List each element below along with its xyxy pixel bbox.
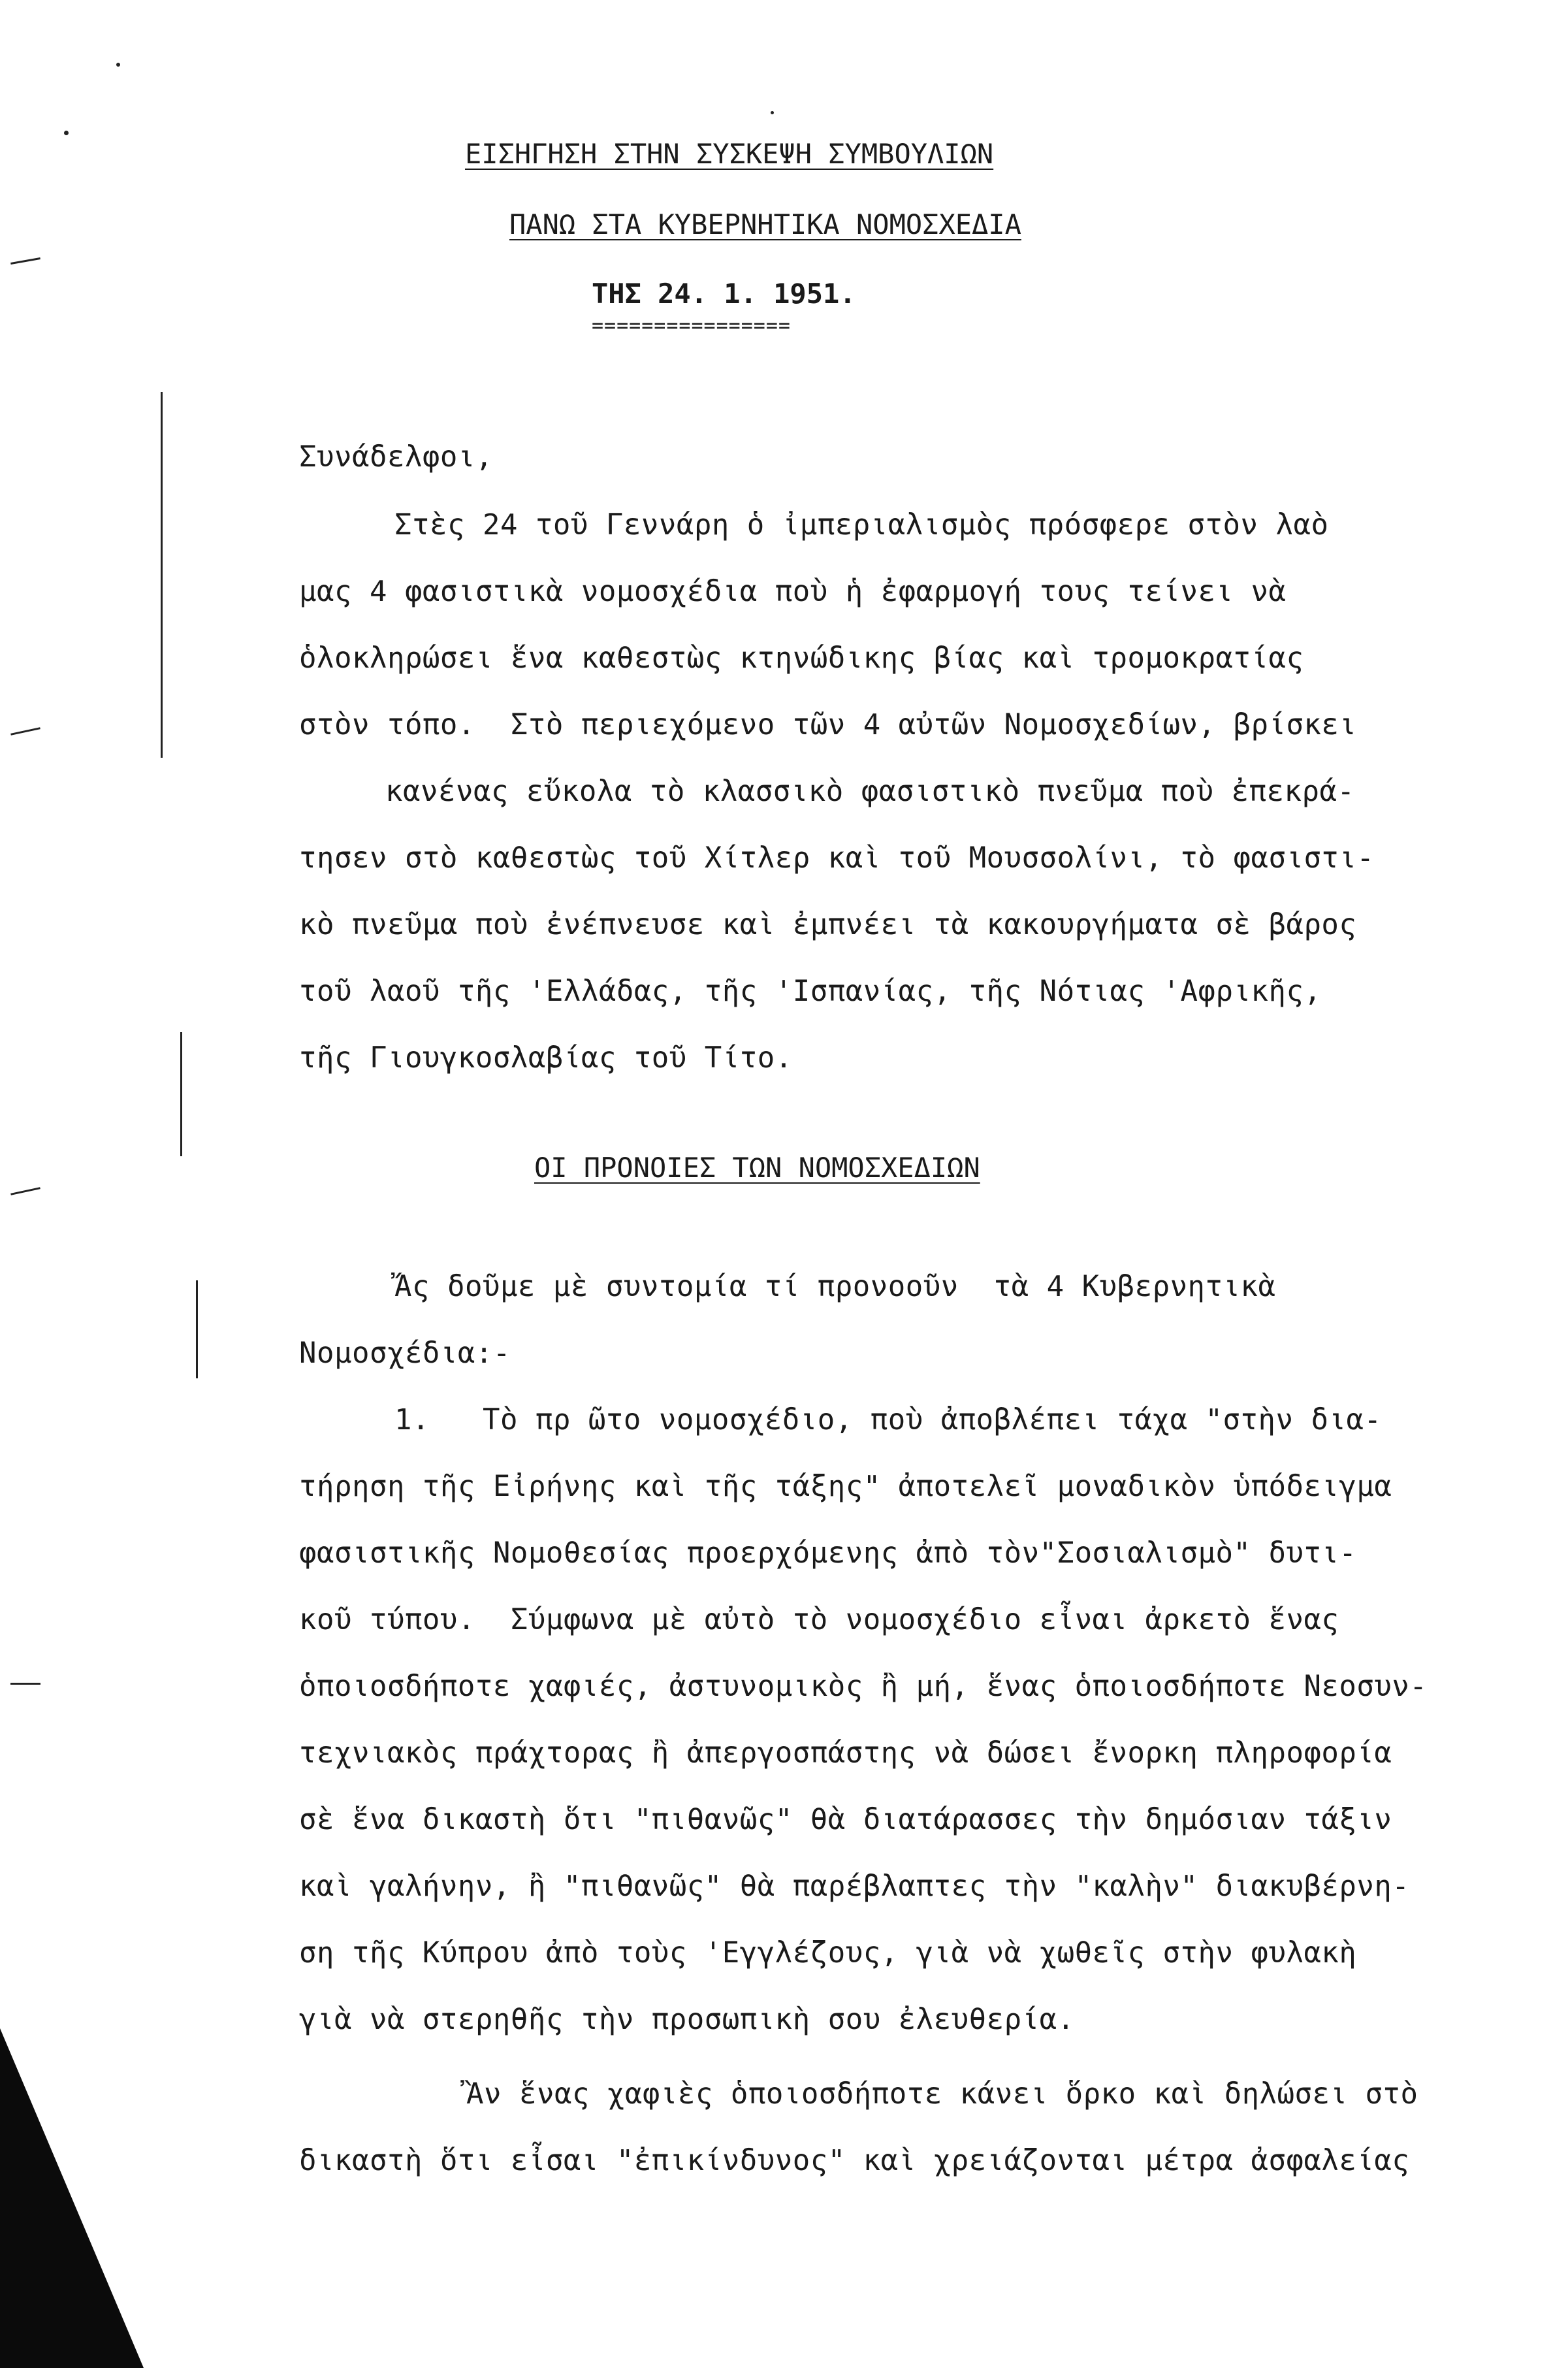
provisions-intro-line: Ἄς δοῦμε μὲ συντομία τί προνοοῦν τὰ 4 Κυβερνητικὰ (394, 1270, 1276, 1303)
item-1-line: σὲ ἕνα δικαστὴ ὅτι "πιθανῶς" θὰ διατάρασσες τὴν δημόσιαν τάξιν (299, 1803, 1392, 1836)
title-line-1: ΕΙΣΗΓΗΣΗ ΣΤΗΝ ΣΥΣΚΕΨΗ ΣΥΜΒΟΥΛΙΩΝ (465, 138, 994, 170)
margin-tick (10, 727, 40, 735)
intro-line: κανένας εὔκολα τὸ κλασσικὸ φασιστικὸ πνεῦμα ποὺ ἐπεκρά- (385, 775, 1355, 808)
intro-line: μας 4 φασιστικὰ νομοσχέδια ποὺ ἡ ἐφαρμογή τους τείνει νὰ (299, 575, 1287, 608)
speck (771, 111, 774, 114)
margin-bar (161, 392, 163, 758)
section-heading: ΟΙ ΠΡΟΝΟΙΕΣ ΤΩΝ ΝΟΜΟΣΧΕΔΙΩΝ (534, 1152, 980, 1184)
margin-tick (10, 257, 40, 265)
intro-line: ὁλοκληρώσει ἕνα καθεστὼς κτηνώδικης βίας καὶ τρομοκρατίας (299, 641, 1304, 675)
title-line-2: ΠΑΝΩ ΣΤΑ ΚΥΒΕΡΝΗΤΙΚΑ ΝΟΜΟΣΧΕΔΙΑ (509, 208, 1021, 240)
provisions-intro-line: Νομοσχέδια:- (299, 1337, 511, 1370)
speck (116, 63, 120, 67)
intro-line: τησεν στὸ καθεστὼς τοῦ Χίτλερ καὶ τοῦ Μουσσολίνι, τὸ φασιστι- (299, 841, 1375, 875)
margin-bar (180, 1032, 182, 1156)
intro-line: Στὲς 24 τοῦ Γεννάρη ὁ ἰμπεριαλισμὸς πρόσφερε στὸν λαὸ (394, 508, 1329, 542)
date-line: ΤΗΣ 24. 1. 1951. (592, 278, 856, 310)
item-1-line: τήρηση τῆς Εἰρήνης καὶ τῆς τάξης" ἀποτελεῖ μοναδικὸν ὑπόδειγμα (299, 1470, 1392, 1503)
item-1-line: καὶ γαλήνην, ἢ "πιθανῶς" θὰ παρέβλαπτες τὴν "καλὴν" διακυβέρνη- (299, 1870, 1410, 1903)
speck (64, 131, 69, 135)
item-1-line: γιὰ νὰ στερηθῆς τὴν προσωπικὴ σου ἐλευθερία. (299, 2003, 1075, 2036)
intro-line: στὸν τόπο. Στὸ περιεχόμενο τῶν 4 αὐτῶν Νομοσχεδίων, βρίσκει (299, 708, 1357, 741)
intro-line: τῆς Γιουγκοσλαβίας τοῦ Τίτο. (299, 1041, 793, 1075)
item-1-line: τεχνιακὸς πράχτορας ἢ ἀπεργοσπάστης νὰ δώσει ἔνορκη πληροφορία (299, 1736, 1392, 1770)
margin-tick (10, 1187, 40, 1195)
title-rule: ================ (592, 314, 791, 337)
intro-line: τοῦ λαοῦ τῆς 'Ελλάδας, τῆς 'Ισπανίας, τῆς Νότιας 'Αφρικῆς, (299, 975, 1322, 1008)
item-1-line: φασιστικῆς Νομοθεσίας προερχόμενης ἀπὸ τὸν"Σοσιαλισμὸ" δυτι- (299, 1536, 1357, 1570)
item-1-line: κοῦ τύπου. Σύμφωνα μὲ αὐτὸ τὸ νομοσχέδιο εἶναι ἀρκετὸ ἕνας (299, 1603, 1339, 1636)
item-1-line: ὁποιοσδήποτε χαφιές, ἀστυνομικὸς ἢ μή, ἕνας ὁποιοσδήποτε Νεοσυν- (299, 1670, 1428, 1703)
margin-bar (196, 1280, 198, 1378)
closing-line: Ἂν ἕνας χαφιὲς ὁποιοσδήποτε κάνει ὅρκο καὶ δηλώσει στὸ (466, 2077, 1418, 2111)
item-1-line: ση τῆς Κύπρου ἀπὸ τοὺς 'Εγγλέζους, γιὰ νὰ χωθεῖς στὴν φυλακὴ (299, 1936, 1357, 1970)
scan-shadow (0, 2028, 144, 2368)
item-1-line: 1. Τὸ πρ ῶτο νομοσχέδιο, ποὺ ἀποβλέπει τάχα "στὴν δια- (394, 1403, 1382, 1436)
closing-line: δικαστὴ ὅτι εἶσαι "ἐπικίνδυνος" καὶ χρειάζονται μέτρα ἀσφαλείας (299, 2144, 1410, 2177)
salutation: Συνάδελφοι, (299, 440, 493, 474)
intro-line: κὸ πνεῦμα ποὺ ἐνέπνευσε καὶ ἐμπνέει τὰ κακουργήματα σὲ βάρος (299, 908, 1357, 941)
margin-tick (10, 1683, 40, 1685)
